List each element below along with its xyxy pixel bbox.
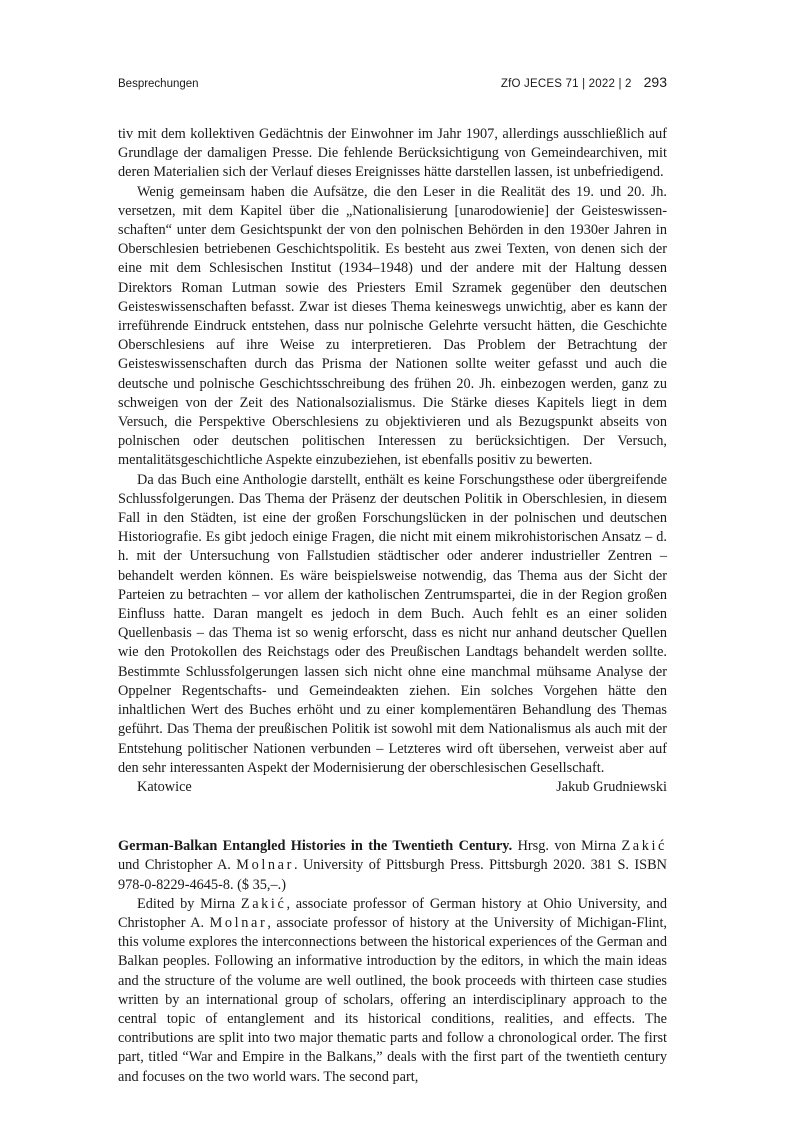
review-grudniewski — [118, 125, 667, 797]
editor-name: Zakić — [240, 895, 287, 912]
bib-text: . University of Pittsburgh Press. Pittsburgh 2020. 381 S. ISBN 978-0-8229-4645-8. ($ 35,–.) — [118, 857, 667, 893]
editor-name: Molnar — [209, 914, 268, 931]
editor-name: Zakić — [621, 838, 667, 855]
review-bibliographic-header — [118, 837, 667, 895]
paragraph: Da das Buch eine Anthologie darstellt, enthält es keine Forschungsthese oder übergreifende Schlussfolgerungen. Das Thema der Präsenz der deutschen Politik in Oberschlesien, in diesem Fall in den Städten, ist eine der großen Forschungslücken in der polnischen und deutschen Historiografie. Es gibt jedoch einige Fragen, die nicht mit einem mikrohistorischen Ansatz – d. h. mit der Untersuchung von Fallstudien städtischer oder anderer industrieller Zentren – behandelt werden können. Es wäre beispielsweise notwendig, das Thema aus der Sicht der Parteien zu betrachten – vor allem der katholischen Zentrumspartei, die in der Region großen Einfluss hatte. Daran mangelt es jedoch in dem Buch. Auch fehlt es an einer soliden Quellenbasis – das Thema ist so wenig erforscht, dass es nicht nur anhand deutscher Quellen wie den Protokollen des Reichstags oder des Preußischen Landtags behandelt werden sollte. Bestimmte Schlussfolgerungen lassen sich nicht ohne eine manchmal mühsame Analyse der Oppelner Regentschafts- und Gemeindeakten ziehen. Ein solches Vorgehen hätte den inhaltlichen Wert des Buches erhöht und zu einer komplementären Behandlung des Themas geführt. Das Thema der preußischen Politik ist sowohl mit dem Nationalismus als auch mit der Entstehung politischer Nationen verbunden – Letzteres wird oft übersehen, verweist aber auf den sehr interessanten Aspekt der Modernisierung der oberschlesischen Gesellschaft. — [118, 471, 667, 776]
journal-info — [501, 74, 667, 90]
running-head — [118, 74, 667, 94]
review-german-balkan — [118, 837, 667, 1087]
page-body — [118, 125, 667, 1087]
section-label: Besprechungen — [118, 78, 199, 90]
book-title: German-Balkan Entangled Histories in the Twentieth Century. — [118, 838, 513, 855]
text-run: , associate professor of history at the University of Michigan-Flint, this volume explores the interconnections between the historical experiences of the German and Balkan peoples. Following an informative introduction by the editors, in which the main ideas and the structure of the volume are well outlined, the book proceeds with thirteen case studies written by an international group of scholars, offering an interdisciplinary approach to the central topic of entanglement and its historical conditions, realities, and effects. The contributions are split into two major thematic parts and follow a chronological order. The first part, titled “War and Empire in the Balkans,” deals with the first part of the twentieth century and focuses on the two world wars. The second part, — [118, 914, 668, 1085]
reviewer-place: Katowice — [137, 778, 192, 795]
bib-text: und Christopher A. — [118, 857, 237, 874]
text-run: Edited by Mirna — [137, 895, 241, 912]
paragraph: tiv mit dem kollektiven Gedächtnis der Einwohner im Jahr 1907, allerdings ausschließlich auf Grundlage der damaligen Presse. Die fehlende Berücksichtigung von Gemeindearchiven, mit deren Materialien sich der Verlauf dieses Ereignisses hätte darstellen lassen, ist unbefriedigend. — [118, 126, 667, 181]
paragraph — [118, 895, 667, 1087]
bib-text: Hrsg. von Mirna — [512, 838, 622, 855]
journal-issue: ZfO JECES 71 | 2022 | 2 — [500, 78, 632, 90]
reviewer-name: Jakub Grudniewski — [556, 778, 667, 795]
text-run: , associate professor of German history at Ohio University, and Christopher A. — [118, 895, 668, 931]
editor-name: Molnar — [236, 857, 294, 874]
paragraph: Wenig gemeinsam haben die Aufsätze, die den Leser in die Realität des 19. und 20. Jh. versetzen, mit dem Kapitel über die „Nationalisierung [unarodowienie] der Geisteswissenschaften“ unter dem Gesichtspunkt der von den polnischen Behörden in den 1930er Jahren in Oberschlesien betriebenen Geschichtspolitik. Es besteht aus zwei Texten, von denen sich der eine mit dem Schlesischen Institut (1934–1948) und der andere mit der Haltung dessen Direktors Roman Lutman sowie des Priesters Emil Szramek gegenüber den deutschen Geisteswissenschaften befasst. Zwar ist dieses Thema keineswegs unwichtig, aber es kann der irreführende Eindruck entstehen, dass nur polnische Gelehrte versucht hätten, die Geschichte Oberschlesiens auf ihre Weise zu interpretieren. Das Problem der Betrachtung der Geisteswissenschaften durch das Prisma der Nationen sollte weiter gefasst und auch die deutsche und polnische Geschichtsschreibung des frühen 20. Jh. einbezogen werden, ganz zu schweigen von der Zeit des Nationalsozialismus. Die Stärke dieses Kapitels liegt in dem Versuch, die Perspektive Oberschlesiens zu objektivieren und als Bezugspunkt abseits von polnischen oder deutschen politischen Interessen zu berücksichtigen. Der Versuch, mentalitätsgeschichtliche Aspekte einzubeziehen, ist ebenfalls positiv zu bewerten. — [118, 183, 667, 469]
page-number: 293 — [643, 74, 667, 90]
review-signature — [118, 778, 667, 797]
